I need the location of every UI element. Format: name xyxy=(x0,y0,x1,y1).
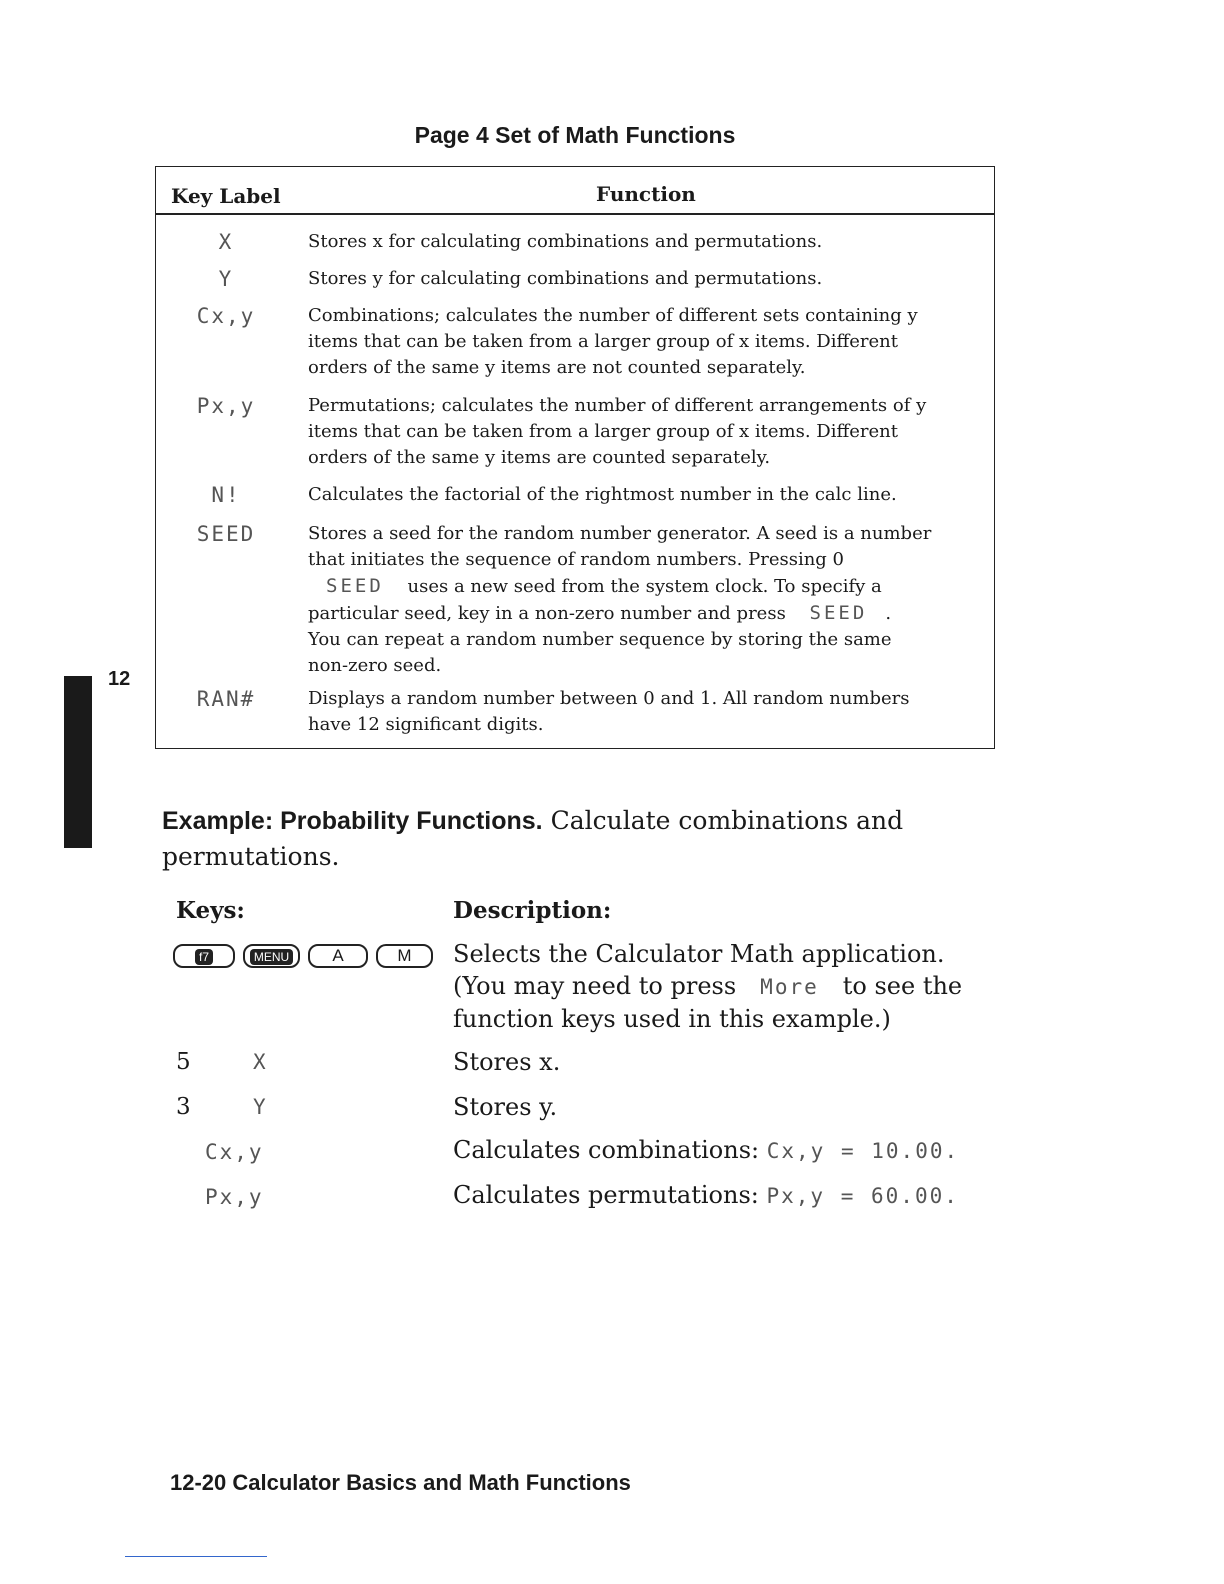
key-label-permutations: Px,y xyxy=(196,394,256,418)
step5-description xyxy=(453,1179,959,1212)
example-heading xyxy=(162,806,903,836)
more-key-inline: More xyxy=(760,975,819,999)
table-header xyxy=(156,167,994,215)
key-label-x: X xyxy=(218,230,234,254)
combinations-result: 10.00 xyxy=(871,1139,945,1163)
desc-line: Permutations; calculates the number of different arrangements of y xyxy=(308,395,927,416)
keys-header: Keys: xyxy=(176,897,245,924)
desc-line: Combinations; calculates the number of different sets containing y xyxy=(308,305,918,326)
step3-description: Stores y. xyxy=(453,1093,558,1121)
page-footer: 12-20 Calculator Basics and Math Functions xyxy=(170,1470,631,1495)
desc-text: to see the xyxy=(842,972,963,1000)
desc-line: items that can be taken from a larger group of x items. Different xyxy=(308,421,898,442)
key-label-y: Y xyxy=(218,267,234,291)
seed-key-inline: SEED xyxy=(326,575,384,597)
row-desc-random xyxy=(308,686,988,738)
chapter-tab-number: 12 xyxy=(108,668,131,690)
row-desc-y: Stores y for calculating combinations and permutations. xyxy=(308,268,823,289)
example-intro: Calculate combinations and xyxy=(550,806,904,835)
key-m: M xyxy=(376,944,433,968)
chapter-tab-bar xyxy=(64,676,92,848)
header-key-label: Key Label xyxy=(171,184,281,208)
key-a: A xyxy=(308,944,368,968)
function-table xyxy=(155,166,995,749)
footer-rule xyxy=(125,1556,267,1557)
key-f7-label: f7 xyxy=(195,949,213,965)
desc-line: Stores a seed for the random number generator. A seed is a number xyxy=(308,523,932,544)
step2-number: 5 xyxy=(176,1049,191,1075)
step2-key: X xyxy=(253,1050,268,1074)
desc-line: Selects the Calculator Math application. xyxy=(453,940,945,968)
seed-key-inline: SEED xyxy=(809,602,868,624)
desc-line: Displays a random number between 0 and 1. All random numbers xyxy=(308,688,910,709)
desc-line: You can repeat a random number sequence by storing the same xyxy=(308,629,892,650)
desc-line xyxy=(308,573,988,600)
desc-text: particular seed, key in a non-zero number and press xyxy=(308,603,786,624)
desc-line: that initiates the sequence of random numbers. Pressing 0 xyxy=(308,549,844,570)
step4-description xyxy=(453,1134,959,1167)
desc-line xyxy=(308,600,988,627)
step3-number: 3 xyxy=(176,1094,191,1120)
row-desc-combinations xyxy=(308,303,988,381)
lcd-equals: = xyxy=(840,1139,856,1163)
step2-description: Stores x. xyxy=(453,1048,561,1076)
permutations-result: 60.00 xyxy=(871,1184,945,1208)
lcd-period: . xyxy=(944,1139,960,1163)
lcd-readout: Px,y xyxy=(766,1184,826,1208)
example-title: Example: Probability Functions. xyxy=(162,807,543,835)
key-label-seed: SEED xyxy=(196,522,256,546)
desc-text: . xyxy=(885,603,892,624)
desc-text: Calculates combinations: xyxy=(453,1136,760,1164)
desc-line xyxy=(453,970,962,1003)
desc-line: orders of the same y items are not counted separately. xyxy=(308,357,806,378)
desc-line: non-zero seed. xyxy=(308,655,442,676)
desc-text: uses a new seed from the system clock. To specify a xyxy=(407,576,882,597)
lcd-period: . xyxy=(944,1184,959,1208)
desc-text: Calculates permutations: xyxy=(453,1181,759,1209)
table-title: Page 4 Set of Math Functions xyxy=(414,122,736,148)
desc-line: orders of the same y items are counted separately. xyxy=(308,447,771,468)
key-label-factorial: N! xyxy=(211,483,241,507)
key-f7 xyxy=(173,944,235,968)
desc-text: (You may need to press xyxy=(453,972,737,1000)
key-menu xyxy=(243,944,300,968)
key-label-combinations: Cx,y xyxy=(196,304,256,328)
description-header: Description: xyxy=(453,897,612,924)
step3-key: Y xyxy=(253,1095,268,1119)
key-label-random: RAN# xyxy=(196,687,256,711)
step4-key: Cx,y xyxy=(205,1140,264,1164)
example-intro-line2: permutations. xyxy=(162,842,340,871)
row-desc-seed xyxy=(308,521,988,679)
header-function: Function xyxy=(596,182,696,206)
desc-line: have 12 significant digits. xyxy=(308,714,544,735)
step5-key: Px,y xyxy=(205,1185,264,1209)
desc-line: function keys used in this example.) xyxy=(453,1005,891,1033)
step1-description xyxy=(453,938,962,1035)
desc-line: items that can be taken from a larger group of x items. Different xyxy=(308,331,898,352)
row-desc-factorial: Calculates the factorial of the rightmost number in the calc line. xyxy=(308,484,897,505)
lcd-equals: = xyxy=(840,1184,856,1208)
key-menu-label: MENU xyxy=(250,949,293,965)
row-desc-permutations xyxy=(308,393,988,471)
lcd-readout: Cx,y xyxy=(766,1139,826,1163)
row-desc-x: Stores x for calculating combinations and permutations. xyxy=(308,231,823,252)
